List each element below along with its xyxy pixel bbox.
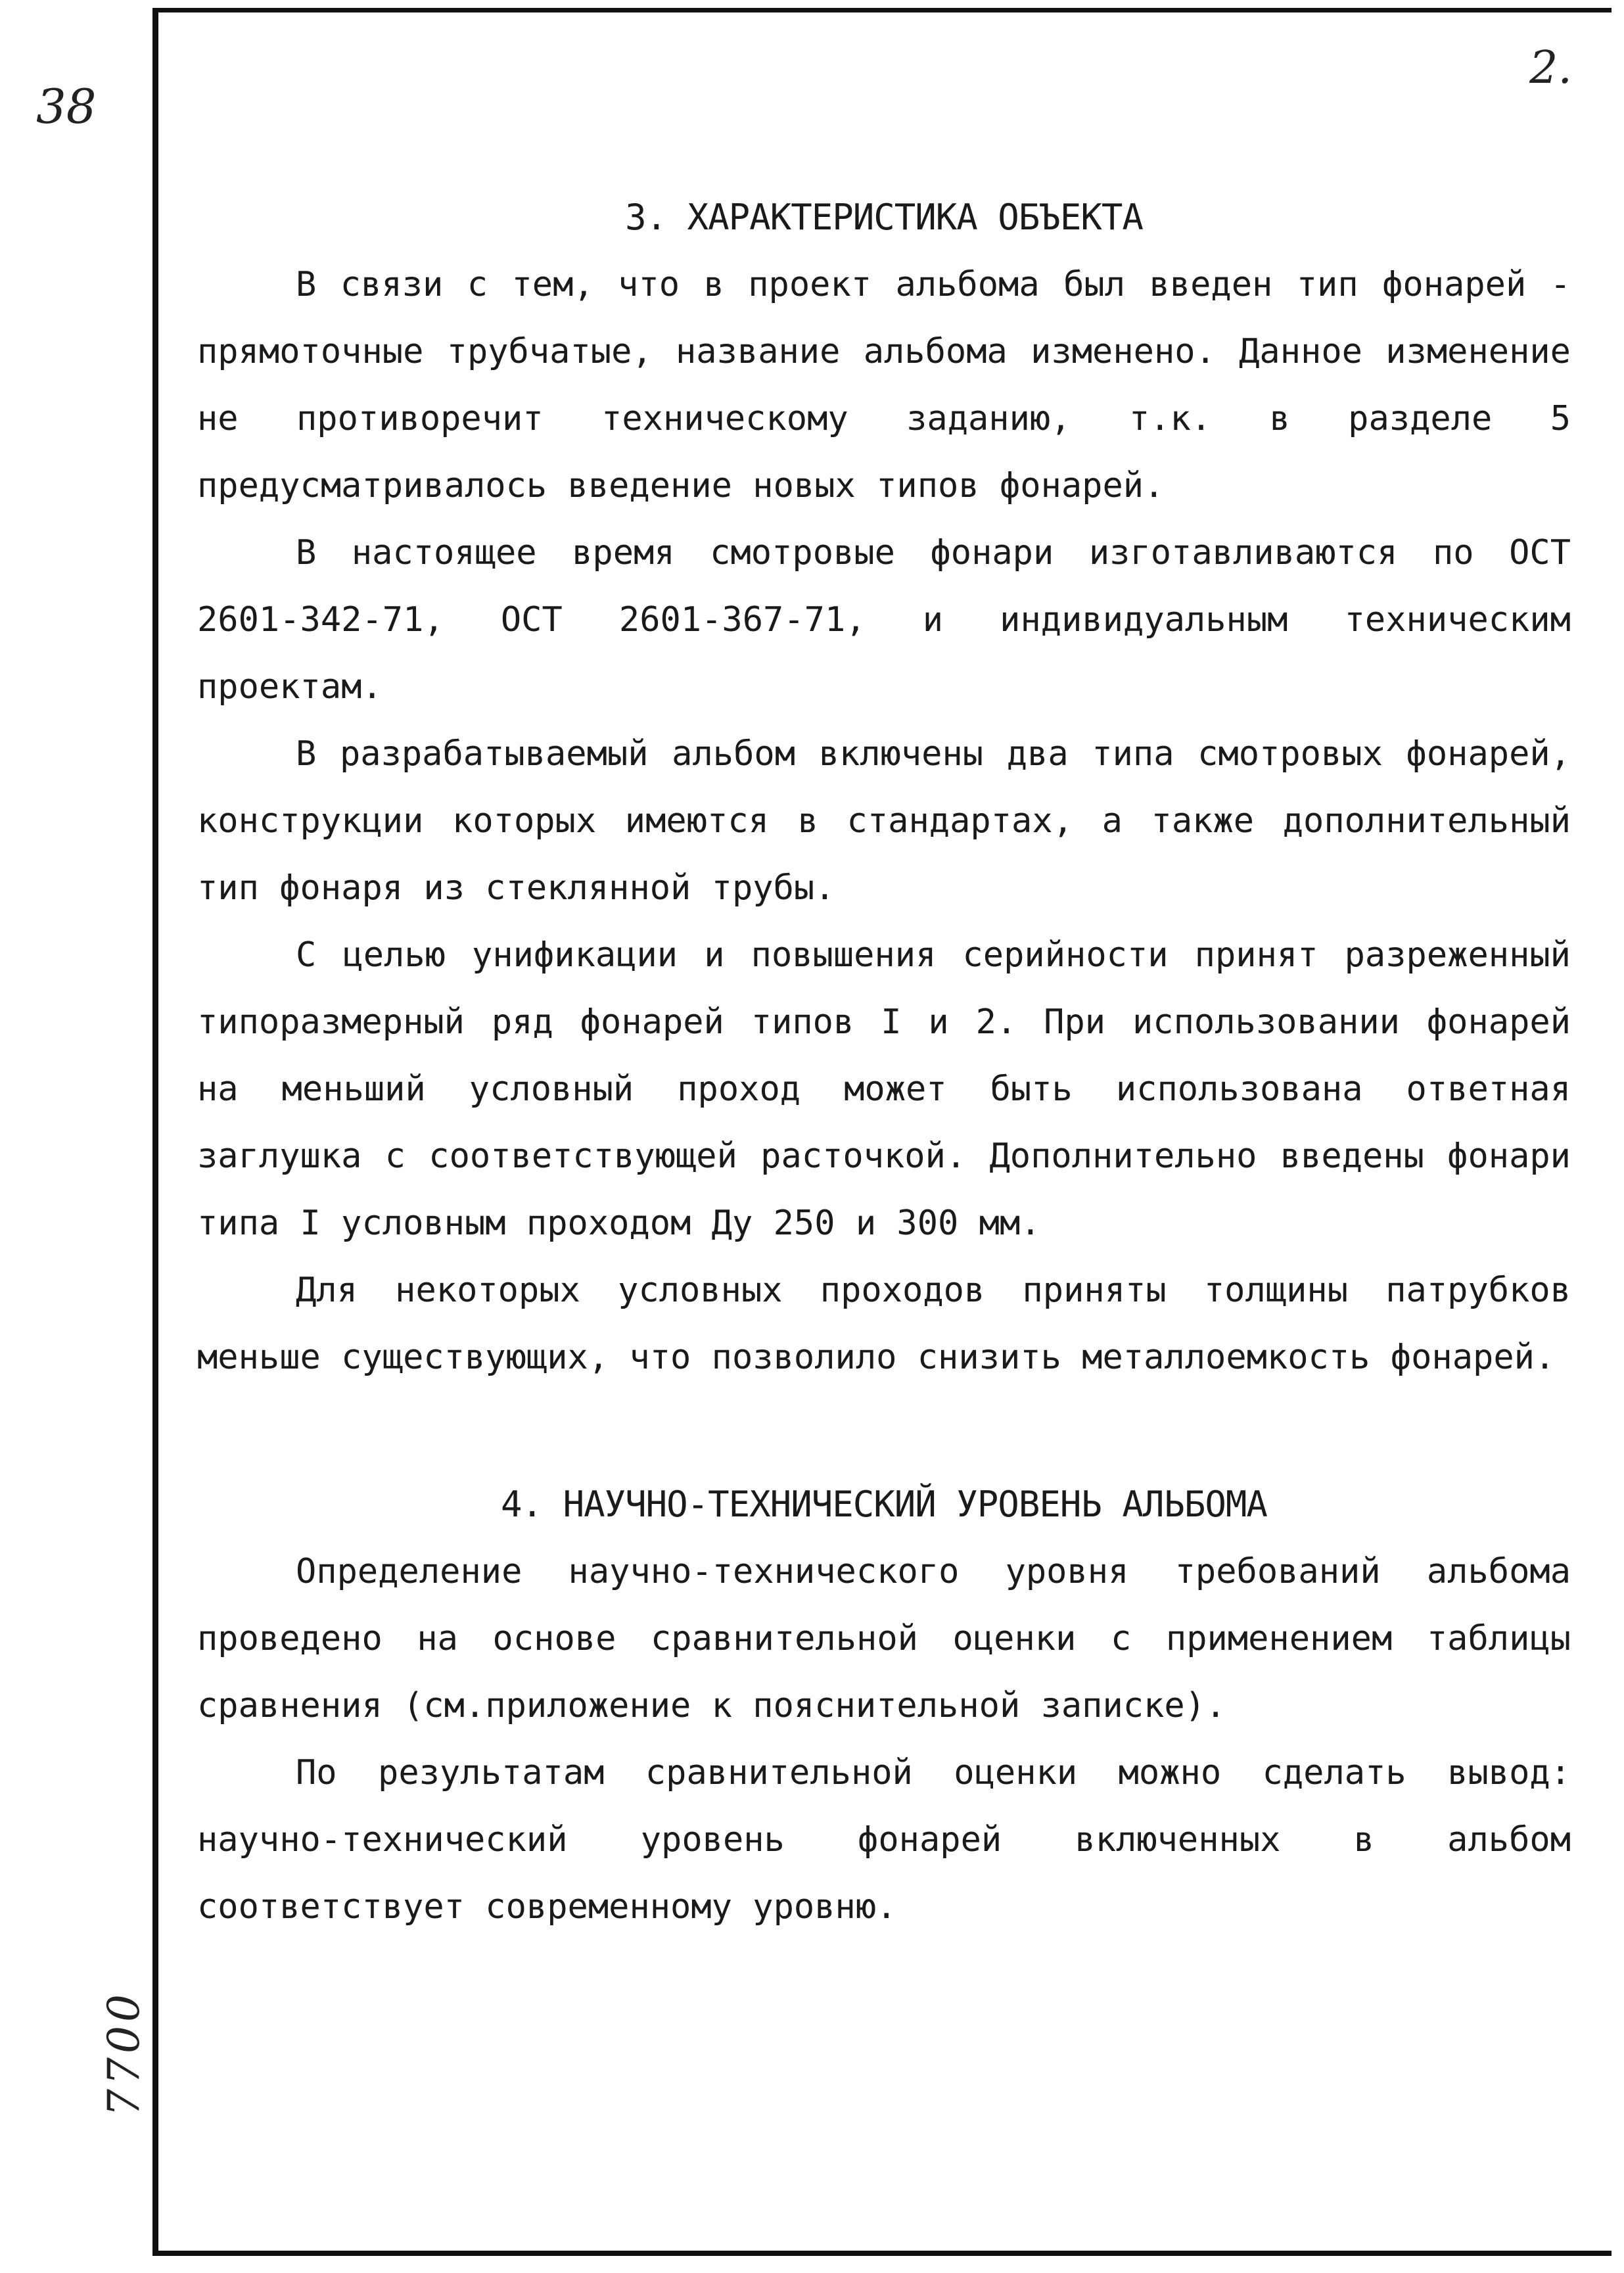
paragraph: Определение научно-технического уровня требований альбома проведено на основе сравнительной оценки с применением таблицы сравнения (см.приложение к пояснительной записке).	[197, 1552, 1571, 1725]
section-heading: 4. НАУЧНО-ТЕХНИЧЕСКИЙ УРОВЕНЬ АЛЬБОМА	[501, 1484, 1267, 1525]
page-number: 2.	[1529, 42, 1572, 94]
paragraph: В настоящее время смотровые фонари изготавливаются по ОСТ 2601-342-71, ОСТ 2601-367-71, и индивидуальным техническим проектам.	[197, 533, 1571, 707]
paragraph: С целью унификации и повышения серийности принят разреженный типоразмерный ряд фонарей типов I и 2. При использовании фонарей на меньший условный проход может быть использована ответная заглушка с соответствующей расточкой. Дополнительно введены фонари типа I условным проходом Ду 250 и 300 мм.	[197, 935, 1571, 1243]
inventory-number: 7700	[99, 1990, 149, 2117]
section-heading: 3. ХАРАКТЕРИСТИКА ОБЪЕКТА	[625, 197, 1143, 238]
paragraph: Для некоторых условных проходов приняты толщины патрубков меньше существующих, что позволило снизить металлоемкость фонарей.	[197, 1271, 1571, 1377]
paragraph: В связи с тем, что в проект альбома был введен тип фонарей - прямоточные трубчатые, название альбома изменено. Данное изменение не противоречит техническому заданию, т.к. в разделе 5 предусматривалось введение новых типов фонарей.	[197, 265, 1571, 505]
document-body	[197, 184, 1571, 1940]
section-technical-level	[197, 1471, 1571, 1940]
paragraph: В разрабатываемый альбом включены два типа смотровых фонарей, конструкции которых имеются в стандартах, а также дополнительный тип фонаря из стеклянной трубы.	[197, 734, 1571, 908]
section-characteristics	[197, 184, 1571, 1391]
paragraph: По результатам сравнительной оценки можно сделать вывод: научно-технический уровень фонарей включенных в альбом соответствует современному уровню.	[197, 1753, 1571, 1927]
sheet-number: 38	[36, 79, 97, 134]
